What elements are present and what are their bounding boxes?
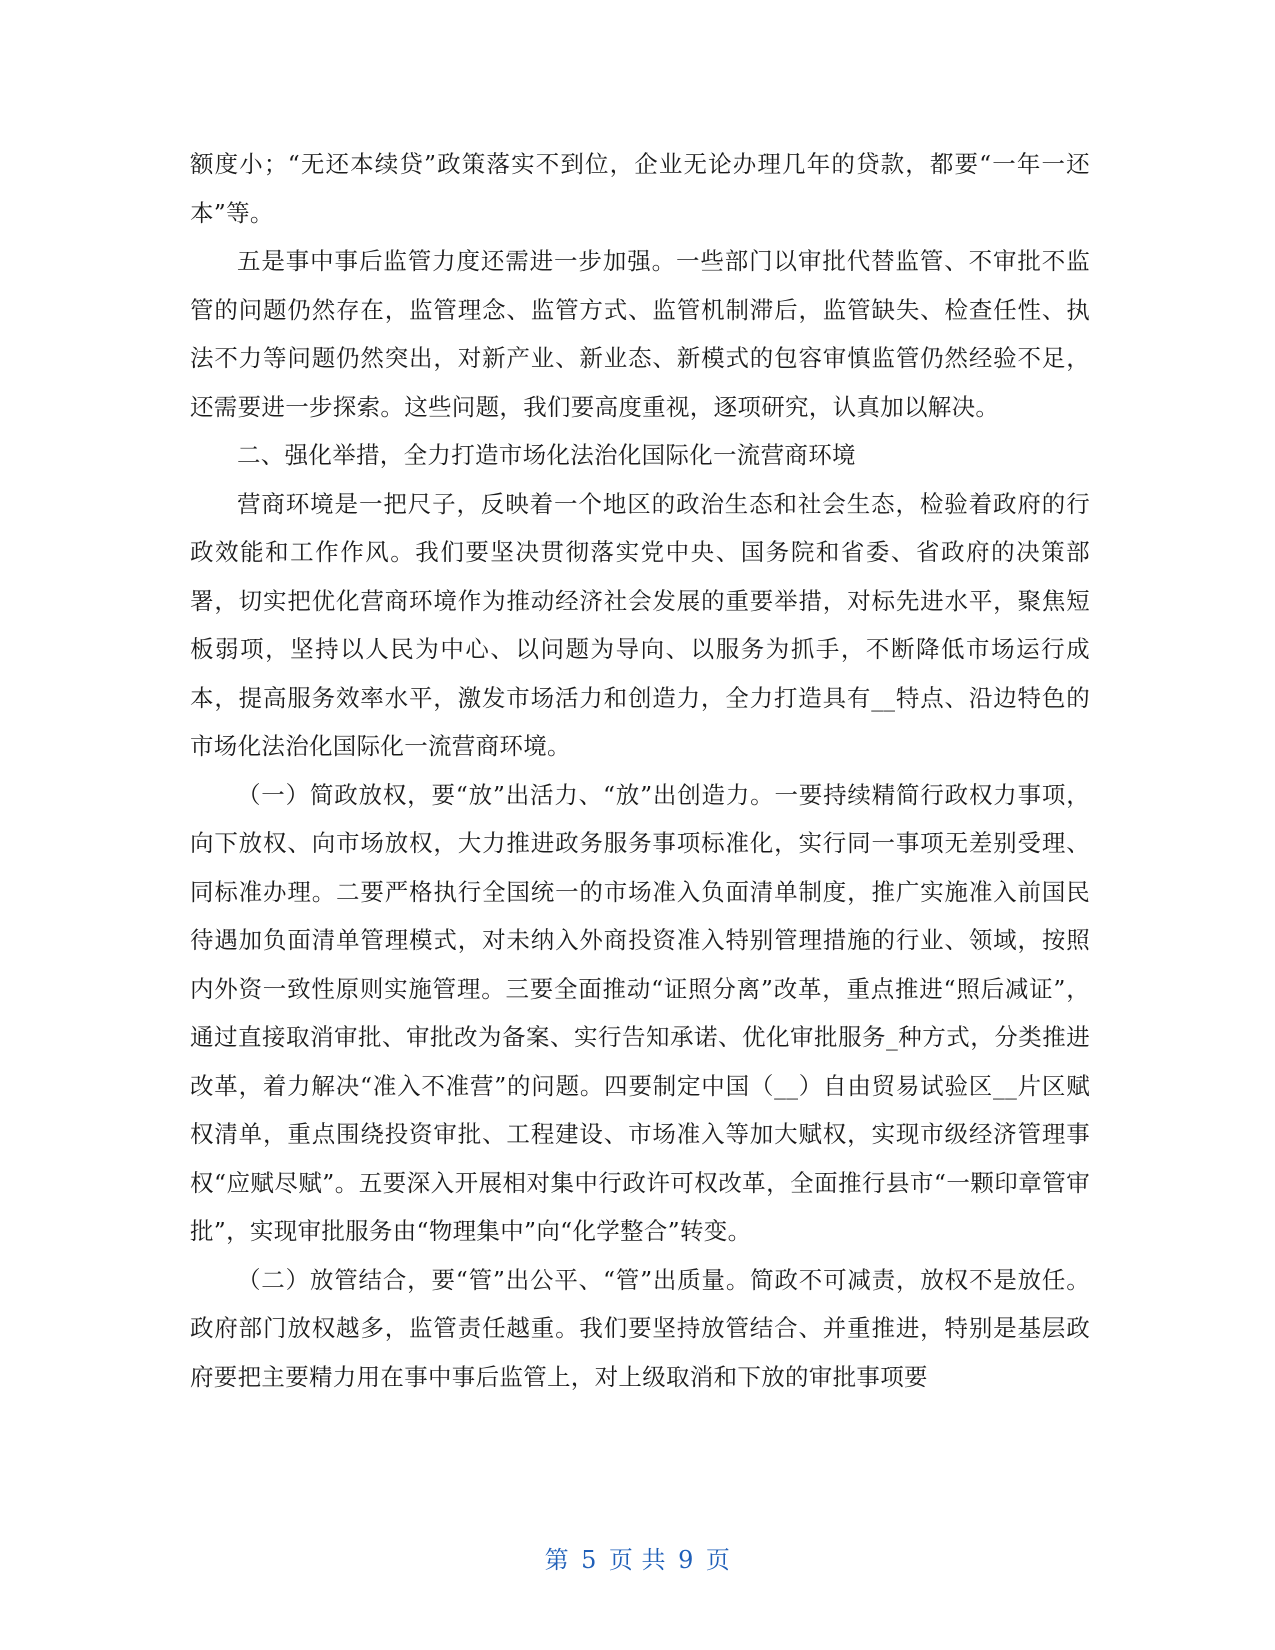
paragraph-2: 五是事中事后监管力度还需进一步加强。一些部门以审批代替监管、不审批不监管的问题仍然存在，监管理念、监管方式、监管机制滞后，监管缺失、检查任性、执法不力等问题仍然突出，对新产业、新业态、新模式的包容审慎监管仍然经验不足，还需要进一步探索。这些问题，我们要高度重视，逐项研究，认真加以解决。 <box>190 247 1090 421</box>
footer-current-page: 5 <box>581 1546 597 1574</box>
paragraph-4: （一）简政放权，要“放”出活力、“放”出创造力。一要持续精简行政权力事项，向下放权、向市场放权，大力推进政务服务事项标准化，实行同一事项无差别受理、同标准办理。二要严格执行全国统一的市场准入负面清单制度，推广实施准入前国民待遇加负面清单管理模式，对未纳入外商投资准入特别管理措施的行业、领域，按照内外资一致性原则实施管理。三要全面推动“证照分离”改革，重点推进“照后减证”，通过直接取消审批、审批改为备案、实行告知承诺、优化审批服务_种方式，分类推进改革，着力解决“准入不准营”的问题。四要制定中国（__）自由贸易试验区__片区赋权清单，重点围绕投资审批、工程建设、市场准入等加大赋权，实现市级经济管理事权“应赋尽赋”。五要深入开展相对集中行政许可权改革，全面推行县市“一颗印章管审批”，实现审批服务由“物理集中”向“化学整合”转变。 <box>190 780 1090 1245</box>
footer-middle: 页 共 <box>608 1546 667 1574</box>
footer-total-pages: 9 <box>678 1546 694 1574</box>
paragraph-3: 营商环境是一把尺子，反映着一个地区的政治生态和社会生态，检验着政府的行政效能和工作作风。我们要坚决贯彻落实党中央、国务院和省委、省政府的决策部署，切实把优化营商环境作为推动经济社会发展的重要举措，对标先进水平，聚焦短板弱项，坚持以人民为中心、以问题为导向、以服务为抓手，不断降低市场运行成本，提高服务效率水平，激发市场活力和创造力，全力打造具有__特点、沿边特色的市场化法治化国际化一流营商环境。 <box>190 489 1090 760</box>
document-body <box>190 140 1090 1401</box>
footer-suffix: 页 <box>705 1546 731 1574</box>
footer-prefix: 第 <box>544 1546 570 1574</box>
paragraph-1: 额度小；“无还本续贷”政策落实不到位，企业无论办理几年的贷款，都要“一年一还本”等。 <box>190 150 1090 227</box>
paragraph-5: （二）放管结合，要“管”出公平、“管”出质量。简政不可减责，放权不是放任。政府部门放权越多，监管责任越重。我们要坚持放管结合、并重推进，特别是基层政府要把主要精力用在事中事后监管上，对上级取消和下放的审批事项要 <box>190 1265 1090 1391</box>
page-number-footer <box>0 1540 1275 1575</box>
section-heading: 二、强化举措，全力打造市场化法治化国际化一流营商环境 <box>237 441 856 469</box>
